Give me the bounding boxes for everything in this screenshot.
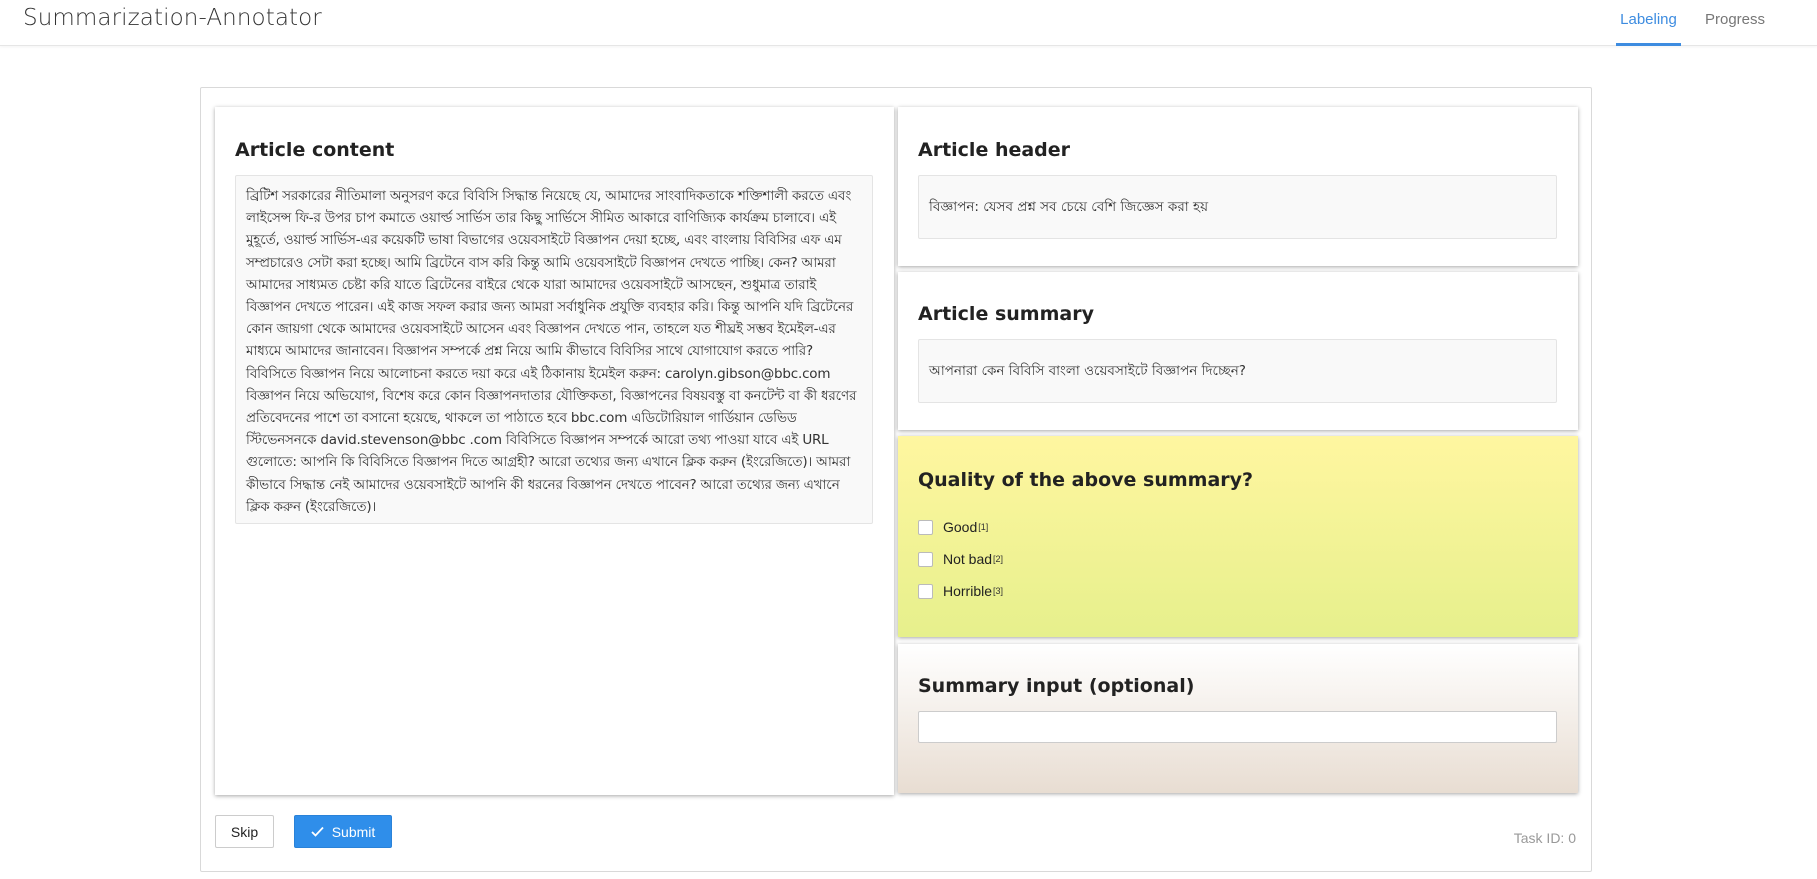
not-bad-checkbox[interactable] bbox=[918, 552, 933, 567]
article-content-card bbox=[215, 107, 894, 795]
horrible-label: Horrible bbox=[943, 583, 993, 599]
quality-card bbox=[898, 436, 1578, 637]
app-title: Summarization-Annotator bbox=[23, 5, 322, 31]
task-id: Task ID: 0 bbox=[1513, 830, 1576, 846]
submit-label: Submit bbox=[331, 823, 376, 840]
article-content-text: ব্রিটিশ সরকারের নীতিমালা অনুসরণ করে বিবিসি সিদ্ধান্ত নিয়েছে যে, আমাদের সাংবাদিকতাকে শক্তিশালী করতে এবং লাইসেন্স ফি-র উপর চাপ কমাতে ওয়ার্ল্ড সার্ভিস তার কিছু সার্ভিসে সীমিত আকারে বাণিজ্যিক কার্যক্রম চালাবে। এই মুহূর্তে, ওয়ার্ল্ড সার্ভিস-এর কয়েকটি ভাষা বিভাগের ওয়েবসাইটে বিজ্ঞাপন দেয়া হচ্ছে, এবং বাংলায় বিবিসির এফ এম সম্প্রচারেও সেটা করা হচ্ছে। আমি ব্রিটেনে বাস করি কিন্তু আমি ওয়েবসাইটে বিজ্ঞাপন দেখতে পাচ্ছি। কেন? আমরা আমাদের সাধ্যমত চেষ্টা করি যাতে ব্রিটেনের বাইরে থেকে যারা আমাদের ওয়েবসাইটে আসছেন, শুধুমাত্র তারাই বিজ্ঞাপন দেখতে পারেন। এই কাজ সফল করার জন্য আমরা সর্বাধুনিক প্রযুক্তি ব্যবহার করি। কিন্তু আপনি যদি ব্রিটেনের কোন জায়গা থেকে আমাদের ওয়েবসাইটে আসেন এবং বিজ্ঞাপন দেখতে পান, তাহলে যত শীঘ্রই সম্ভব ইমেইল-এর মাধ্যমে আমাদের জানাবেন। বিজ্ঞাপন সম্পর্কে প্রশ্ন নিয়ে আমি কীভাবে বিবিসির সাথে যোগাযোগ করতে পারি? বিবিসিতে বিজ্ঞাপন নিয়ে আলোচনা করতে দয়া করে এই ঠিকানায় ইমেইল করুন: carolyn.gibson@bbc.com বিজ্ঞাপন নিয়ে অভিযোগ, বিশেষ করে কোন বিজ্ঞাপনদাতার যৌক্তিকতা, বিজ্ঞাপনের বিষয়বস্তু বা কনটেন্ট বা কী ধরণের প্রতিবেদনের পাশে তা বসানো হয়েছে, থাকলে তা পাঠাতে হবে bbc.com এডিটোরিয়াল গার্ডিয়ান ডেভিড স্টিভেনসনকে david.stevenson@bbc .com বিবিসিতে বিজ্ঞাপন সম্পর্কে আরো তথ্য পাওয়া যাবে এই URL গুলোতে: আপনি কি বিবিসিতে বিজ্ঞাপন দিতে আগ্রহী? আরো তথ্যের জন্য এখানে ক্লিক করুন (ইংরেজিতে)। আমরা কীভাবে সিদ্ধান্ত নেই আমাদের ওয়েবসাইটে আপনি কী ধরনের বিজ্ঞাপন দেখতে পাবেন? আরো তথ্যের জন্য এখানে ক্লিক করুন (ইংরেজিতে)। bbox=[235, 175, 873, 524]
skip-button[interactable]: Skip bbox=[215, 815, 274, 848]
article-summary-text: আপনারা কেন বিবিসি বাংলা ওয়েবসাইটে বিজ্ঞাপন দিচ্ছেন? bbox=[918, 339, 1557, 403]
article-summary-card bbox=[898, 272, 1578, 430]
check-icon bbox=[311, 826, 324, 837]
good-label: Good bbox=[943, 519, 978, 535]
quality-option-good[interactable] bbox=[918, 518, 988, 536]
quality-option-not-bad[interactable] bbox=[918, 550, 1003, 568]
summary-input-card bbox=[898, 644, 1578, 793]
horrible-hotkey: [3] bbox=[993, 586, 1004, 596]
tab-labeling[interactable]: Labeling bbox=[1616, 0, 1681, 46]
article-content-title: Article content bbox=[235, 139, 395, 161]
good-hotkey: [1] bbox=[978, 522, 989, 532]
submit-button[interactable] bbox=[294, 815, 392, 848]
article-header-text: বিজ্ঞাপন: যেসব প্রশ্ন সব চেয়ে বেশি জিজ্ঞেস করা হয় bbox=[918, 175, 1557, 239]
top-navbar bbox=[0, 0, 1817, 46]
article-summary-title: Article summary bbox=[918, 303, 1094, 325]
not-bad-hotkey: [2] bbox=[993, 554, 1004, 564]
quality-title: Quality of the above summary? bbox=[918, 469, 1254, 491]
labeling-panel bbox=[200, 87, 1592, 872]
horrible-checkbox[interactable] bbox=[918, 584, 933, 599]
tab-progress[interactable]: Progress bbox=[1704, 11, 1766, 28]
summary-input-title: Summary input (optional) bbox=[918, 675, 1195, 697]
article-header-title: Article header bbox=[918, 139, 1071, 161]
good-checkbox[interactable] bbox=[918, 520, 933, 535]
not-bad-label: Not bad bbox=[943, 551, 993, 567]
quality-option-horrible[interactable] bbox=[918, 582, 1003, 600]
summary-input-field[interactable] bbox=[918, 711, 1557, 743]
article-header-card bbox=[898, 107, 1578, 266]
